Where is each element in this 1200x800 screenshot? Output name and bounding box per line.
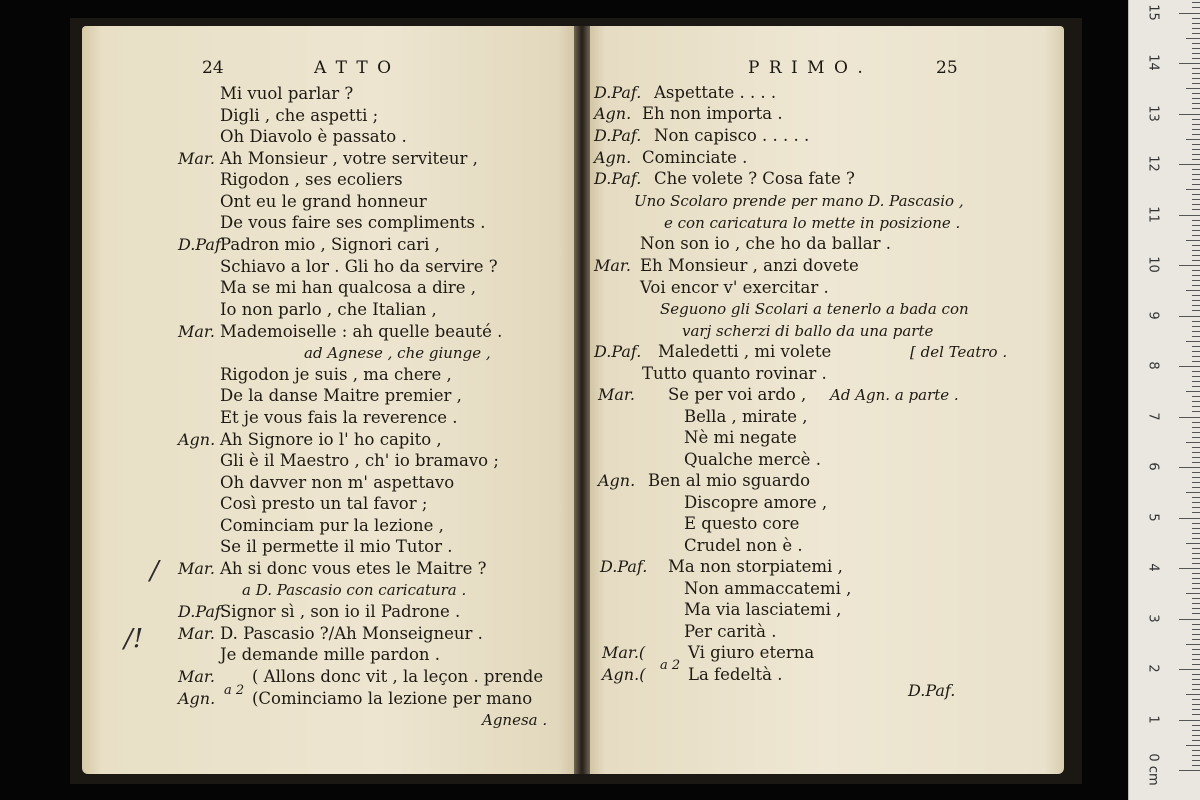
ruler-tick (1192, 235, 1200, 236)
ruler-tick (1192, 18, 1200, 19)
ruler-tick (1192, 709, 1200, 710)
ruler-tick (1192, 689, 1200, 690)
left-speaker-27: Mar. (178, 667, 215, 686)
ruler-tick (1192, 497, 1200, 498)
ruler-tick (1192, 659, 1200, 660)
ruler-tick (1192, 396, 1200, 397)
left-text-line-21: Se il permette il mio Tutor . (220, 537, 453, 556)
ruler-tick (1192, 624, 1200, 625)
right-text-line-22: E questo core (684, 514, 800, 533)
ruler-tick (1192, 447, 1200, 448)
ruler-tick (1192, 598, 1200, 599)
right-page-number: 25 (936, 58, 958, 78)
ruler-tick (1186, 543, 1200, 544)
ruler-tick (1186, 88, 1200, 89)
right-running-head: P R I M O . (748, 58, 865, 78)
ruler-tick (1192, 578, 1200, 579)
ruler-tick (1192, 502, 1200, 503)
ruler-label: 5 (1145, 512, 1161, 522)
ruler-tick (1192, 43, 1200, 44)
ruler-tick (1192, 174, 1200, 175)
ruler-tick (1192, 583, 1200, 584)
right-speaker-3: Agn. (594, 148, 632, 167)
ruler-tick (1192, 98, 1200, 99)
ruler-tick (1186, 391, 1200, 392)
ruler-tick (1192, 679, 1200, 680)
ruler-tick (1179, 114, 1200, 115)
ruler-tick (1192, 280, 1200, 281)
right-text-line-2: Non capisco . . . . . (654, 126, 810, 145)
left-text-line-18: Oh davver non m' aspettavo (220, 473, 455, 492)
ruler-tick (1192, 411, 1200, 412)
right-text-line-11: varj scherzi di ballo da una parte (682, 322, 934, 340)
ruler-label: 0 cm (1145, 753, 1161, 786)
ruler-label: 4 (1145, 563, 1161, 572)
ruler-tick (1179, 13, 1200, 14)
ruler-tick (1192, 159, 1200, 160)
ruler-tick (1192, 144, 1200, 145)
ruler-tick (1192, 462, 1200, 463)
ruler-tick (1192, 386, 1200, 387)
ruler-tick (1192, 452, 1200, 453)
ruler-tick (1192, 245, 1200, 246)
right-text-line-29: La fedeltà . (688, 665, 783, 684)
ruler-tick (1192, 310, 1200, 311)
ruler-tick (1192, 194, 1200, 195)
ruler-tick (1192, 250, 1200, 251)
right-text-line-21: Discopre amore , (684, 493, 828, 512)
ruler-tick (1192, 634, 1200, 635)
ruler-tick (1192, 285, 1200, 286)
ruler-tick (1186, 593, 1200, 594)
left-speaker-25: Mar. (178, 624, 215, 643)
left-text-line-19: Così presto un tal favor ; (220, 494, 428, 513)
ruler-tick (1192, 765, 1200, 766)
ruler-tick (1192, 23, 1200, 24)
left-text-line-17: Gli è il Maestro , ch' io bramavo ; (220, 451, 499, 470)
ruler-tick (1192, 255, 1200, 256)
left-text-line-5: Ont eu le grand honneur (220, 192, 427, 211)
ruler-tick (1186, 492, 1200, 493)
ruler-tick (1192, 154, 1200, 155)
ruler-tick (1192, 381, 1200, 382)
ruler-tick (1192, 295, 1200, 296)
right-text-line-23: Crudel non è . (684, 536, 803, 555)
right-speaker-20: Agn. (598, 471, 636, 490)
ruler-tick (1192, 639, 1200, 640)
left-text-line-28: (Cominciamo la lezione per mano (252, 689, 533, 708)
ruler-tick (1192, 401, 1200, 402)
right-text-line-20: Ben al mio sguardo (648, 471, 811, 490)
left-text-line-26: Je demande mille pardon . (220, 645, 441, 664)
ruler-tick (1179, 417, 1200, 418)
ruler-tick (1192, 472, 1200, 473)
ruler-tick (1192, 674, 1200, 675)
ruler-tick (1179, 568, 1200, 569)
left-speaker-24: D.Paf. (178, 602, 226, 621)
left-text-line-16: Ah Signore io l' ho capito , (220, 430, 442, 449)
ruler-tick (1192, 53, 1200, 54)
ruler-tick (1186, 745, 1200, 746)
right-text-line-0: Aspettate . . . . (654, 83, 777, 102)
ruler-tick (1192, 528, 1200, 529)
ruler-tick (1192, 351, 1200, 352)
left-text-line-6: De vous faire ses compliments . (220, 213, 486, 232)
left-text-line-25: D. Pascasio ?/Ah Monseigneur . (220, 624, 483, 643)
right-text-line-13: [ del Teatro . (910, 343, 1008, 361)
ruler-tick (1192, 108, 1200, 109)
ruler-label: 8 (1145, 361, 1161, 370)
ruler-label: 9 (1145, 310, 1161, 320)
left-speaker-7: D.Paf. (178, 235, 226, 254)
ruler-label: 1 (1145, 714, 1161, 724)
ruler-tick (1179, 770, 1200, 771)
left-page (82, 26, 578, 774)
ruler-label: 10 (1145, 256, 1161, 273)
ruler-tick (1192, 427, 1200, 428)
ruler-tick (1186, 240, 1200, 241)
ruler-label: 13 (1145, 104, 1161, 122)
ruler-label: 2 (1145, 664, 1161, 673)
left-text-line-20: Cominciam pur la lezione , (220, 516, 444, 535)
ruler-tick (1192, 275, 1200, 276)
ruler-tick (1192, 321, 1200, 322)
ruler-tick (1192, 33, 1200, 34)
ruler-tick (1192, 432, 1200, 433)
left-text-line-13: Rigodon je suis , ma chere , (220, 365, 452, 384)
ruler-tick (1192, 225, 1200, 226)
pencil-mark-exclaim: /! (124, 624, 144, 654)
ruler-tick (1192, 179, 1200, 180)
left-text-line-0: Mi vuol parlar ? (220, 84, 354, 103)
ruler-tick (1192, 199, 1200, 200)
left-speaker-3: Mar. (178, 149, 215, 168)
right-text-line-10: Seguono gli Scolari a tenerlo a bada con (660, 300, 969, 318)
ruler-tick (1179, 164, 1200, 165)
ruler-tick (1192, 457, 1200, 458)
ruler-tick (1192, 735, 1200, 736)
ruler-tick (1192, 533, 1200, 534)
right-speaker-12: D.Paf. (594, 342, 642, 361)
ruler-tick (1192, 2, 1200, 3)
ruler-tick (1192, 538, 1200, 539)
ruler-tick (1192, 406, 1200, 407)
ruler-tick (1192, 760, 1200, 761)
ruler-label: 15 (1145, 3, 1161, 21)
left-speaker-16: Agn. (178, 430, 216, 449)
ruler-tick (1192, 204, 1200, 205)
left-speaker-22: Mar. (178, 559, 215, 578)
ruler-tick (1192, 78, 1200, 79)
ruler-tick (1192, 477, 1200, 478)
ruler-tick (1192, 573, 1200, 574)
left-text-line-3: Ah Monsieur , votre serviteur , (220, 149, 478, 168)
right-text-line-3: Cominciate . (642, 148, 748, 167)
left-text-line-2: Oh Diavolo è passato . (220, 127, 407, 146)
ruler-label: 7 (1145, 411, 1161, 421)
right-text-line-28: Vi giuro eterna (688, 643, 815, 662)
left-text-line-22: Ah si donc vous etes le Maitre ? (220, 559, 487, 578)
ruler-tick (1192, 220, 1200, 221)
ruler-tick (1192, 326, 1200, 327)
left-text-line-23: a D. Pascasio con caricatura . (242, 581, 467, 599)
ruler-tick (1179, 518, 1200, 519)
right-text-line-15: Se per voi ardo , (668, 385, 807, 404)
ruler-tick (1186, 38, 1200, 39)
ruler-tick (1192, 103, 1200, 104)
ruler-label: 14 (1145, 54, 1161, 71)
left-text-line-11: Mademoiselle : ah quelle beauté . (220, 322, 503, 341)
ruler-tick (1192, 512, 1200, 513)
left-a2-marker: a 2 (224, 683, 245, 698)
left-text-line-24: Signor sì , son io il Padrone . (220, 602, 461, 621)
ruler-tick (1192, 603, 1200, 604)
ruler-label: 11 (1145, 205, 1161, 223)
left-page-number: 24 (202, 58, 224, 78)
right-a2-marker: a 2 (660, 658, 681, 673)
ruler-tick (1192, 230, 1200, 231)
right-speaker-4: D.Paf. (594, 169, 642, 188)
right-text-line-14: Tutto quanto rovinar . (642, 364, 827, 383)
ruler-tick (1192, 376, 1200, 377)
ruler-tick (1192, 300, 1200, 301)
ruler-tick (1192, 684, 1200, 685)
ruler-tick (1192, 714, 1200, 715)
ruler-tick (1192, 48, 1200, 49)
ruler-tick (1192, 553, 1200, 554)
ruler-tick (1179, 366, 1200, 367)
ruler-tick (1192, 523, 1200, 524)
pencil-mark-slash: / (150, 556, 159, 586)
ruler-tick (1192, 270, 1200, 271)
ruler-tick (1186, 189, 1200, 190)
right-speaker-8: Mar. (594, 256, 631, 275)
left-speaker-28: Agn. (178, 689, 216, 708)
ruler-tick (1192, 725, 1200, 726)
ruler-tick (1192, 649, 1200, 650)
ruler-tick (1186, 341, 1200, 342)
ruler-label: 12 (1145, 155, 1161, 172)
ruler-tick (1192, 58, 1200, 59)
right-text-line-6: e con caricatura lo mette in posizione . (664, 214, 961, 232)
ruler-tick (1192, 750, 1200, 751)
ruler-tick (1192, 487, 1200, 488)
left-text-line-1: Digli , che aspetti ; (220, 106, 379, 125)
ruler-tick (1179, 265, 1200, 266)
left-text-line-15: Et je vous fais la reverence . (220, 408, 458, 427)
right-text-line-19: Qualche mercè . (684, 450, 821, 469)
ruler-tick (1192, 149, 1200, 150)
ruler-tick (1179, 720, 1200, 721)
ruler-tick (1192, 563, 1200, 564)
ruler-tick (1179, 467, 1200, 468)
left-text-line-10: Io non parlo , che Italian , (220, 300, 437, 319)
ruler-tick (1192, 629, 1200, 630)
measuring-ruler (1128, 0, 1200, 800)
right-speaker-1: Agn. (594, 104, 632, 123)
ruler-tick (1179, 669, 1200, 670)
right-speaker-24: D.Paf. (600, 557, 648, 576)
right-text-line-17: Bella , mirate , (684, 407, 808, 426)
ruler-tick (1192, 482, 1200, 483)
ruler-tick (1192, 356, 1200, 357)
ruler-tick (1179, 215, 1200, 216)
ruler-tick (1192, 83, 1200, 84)
ruler-tick (1192, 548, 1200, 549)
left-text-line-12: ad Agnese , che giunge , (304, 344, 491, 362)
left-text-line-29: Agnesa . (482, 711, 548, 729)
left-text-line-9: Ma se mi han qualcosa a dire , (220, 278, 477, 297)
right-page (586, 26, 1064, 774)
right-text-line-27: Per carità . (684, 622, 777, 641)
left-text-line-4: Rigodon , ses ecoliers (220, 170, 403, 189)
ruler-tick (1192, 331, 1200, 332)
right-text-line-25: Non ammaccatemi , (684, 579, 852, 598)
right-speaker-15: Mar. (598, 385, 635, 404)
ruler-tick (1186, 442, 1200, 443)
ruler-tick (1186, 139, 1200, 140)
right-text-line-7: Non son io , che ho da ballar . (640, 234, 891, 253)
left-running-head: A T T O (314, 58, 394, 78)
ruler-tick (1192, 704, 1200, 705)
ruler-tick (1186, 290, 1200, 291)
ruler-tick (1192, 654, 1200, 655)
ruler-tick (1192, 169, 1200, 170)
ruler-tick (1192, 664, 1200, 665)
ruler-tick (1192, 7, 1200, 8)
ruler-tick (1179, 316, 1200, 317)
ruler-tick (1192, 422, 1200, 423)
right-speaker-28: Mar.( (602, 643, 646, 662)
ruler-tick (1186, 644, 1200, 645)
ruler-tick (1192, 68, 1200, 69)
ruler-tick (1179, 619, 1200, 620)
left-text-line-8: Schiavo a lor . Gli ho da servire ? (220, 257, 498, 276)
ruler-tick (1192, 28, 1200, 29)
ruler-tick (1192, 371, 1200, 372)
ruler-tick (1192, 507, 1200, 508)
ruler-tick (1192, 699, 1200, 700)
right-text-line-1: Eh non importa . (642, 104, 783, 123)
right-text-line-30: D.Paf. (908, 681, 956, 700)
ruler-tick (1192, 740, 1200, 741)
ruler-tick (1192, 134, 1200, 135)
ruler-tick (1192, 336, 1200, 337)
ruler-label: 3 (1145, 613, 1161, 623)
right-text-line-9: Voi encor v' exercitar . (640, 278, 829, 297)
right-text-line-16: Ad Agn. a parte . (830, 386, 959, 404)
ruler-tick (1192, 209, 1200, 210)
right-text-line-26: Ma via lasciatemi , (684, 600, 842, 619)
ruler-tick (1192, 730, 1200, 731)
ruler-tick (1192, 361, 1200, 362)
ruler-tick (1192, 346, 1200, 347)
left-text-line-7: Padron mio , Signori cari , (220, 235, 440, 254)
right-text-line-5: Uno Scolaro prende per mano D. Pascasio , (634, 192, 964, 210)
ruler-tick (1192, 437, 1200, 438)
right-text-line-8: Eh Monsieur , anzi dovete (640, 256, 859, 275)
book-gutter (574, 26, 590, 774)
ruler-tick (1192, 588, 1200, 589)
right-text-line-4: Che volete ? Cosa fate ? (654, 169, 855, 188)
ruler-tick (1192, 119, 1200, 120)
ruler-tick (1192, 558, 1200, 559)
ruler-tick (1192, 73, 1200, 74)
ruler-tick (1192, 93, 1200, 94)
right-speaker-2: D.Paf. (594, 126, 642, 145)
ruler-tick (1192, 755, 1200, 756)
right-text-line-18: Nè mi negate (684, 428, 797, 447)
ruler-tick (1192, 129, 1200, 130)
ruler-tick (1179, 63, 1200, 64)
ruler-tick (1192, 124, 1200, 125)
left-text-line-14: De la danse Maitre premier , (220, 386, 462, 405)
ruler-tick (1186, 694, 1200, 695)
right-speaker-29: Agn.( (602, 665, 646, 684)
ruler-tick (1192, 608, 1200, 609)
right-speaker-0: D.Paf. (594, 83, 642, 102)
right-text-line-24: Ma non storpiatemi , (668, 557, 843, 576)
left-text-line-27: ( Allons donc vit , la leçon . prende (252, 667, 544, 686)
ruler-tick (1192, 613, 1200, 614)
ruler-tick (1192, 260, 1200, 261)
ruler-tick (1192, 305, 1200, 306)
ruler-label: 6 (1145, 462, 1161, 471)
right-text-line-12: Maledetti , mi volete (658, 342, 832, 361)
ruler-tick (1192, 184, 1200, 185)
left-speaker-11: Mar. (178, 322, 215, 341)
